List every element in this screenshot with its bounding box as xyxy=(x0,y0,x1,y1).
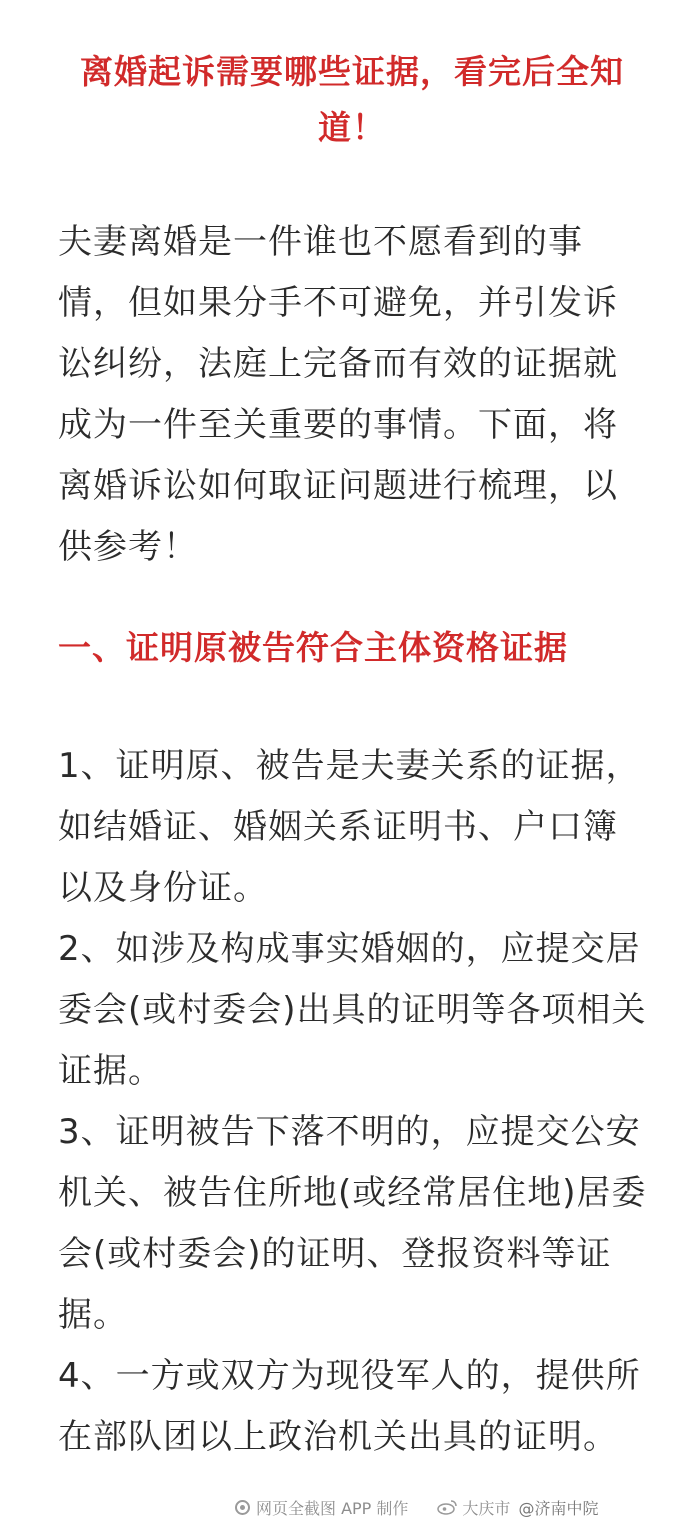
account-handle: @济南中院 xyxy=(518,1498,599,1518)
watermark-label: 网页全截图 APP 制作 xyxy=(256,1498,409,1518)
evidence-list xyxy=(58,736,648,1468)
intro-paragraph: 夫妻离婚是一件谁也不愿看到的事情，但如果分手不可避免，并引发诉讼纠纷，法庭上完备而有效的证据就成为一件至关重要的事情。下面，将离婚诉讼如何取证问题进行梳理，以供参考！ xyxy=(58,222,618,567)
camera-icon xyxy=(235,1500,250,1515)
screenshot-watermark xyxy=(235,1492,598,1522)
article-title: 离婚起诉需要哪些证据，看完后全知道！ xyxy=(80,52,624,147)
evidence-list-item: 4、一方或双方为现役军人的，提供所在部队团以上政治机关出具的证明。 xyxy=(58,1356,641,1457)
evidence-list-item: 3、证明被告下落不明的，应提交公安机关、被告住所地(或经常居住地)居委会(或村委会)的证明、登报资料等证据。 xyxy=(58,1112,647,1335)
weibo-icon xyxy=(436,1499,458,1515)
evidence-list-item: 1、证明原、被告是夫妻关系的证据，如结婚证、婚姻关系证明书、户口簿以及身份证。 xyxy=(58,746,641,908)
section-heading: 一、证明原被告符合主体资格证据 xyxy=(58,628,568,667)
weibo-account-partial: 大庆市 xyxy=(462,1498,511,1518)
evidence-list-item: 2、如涉及构成事实婚姻的，应提交居委会(或村委会)出具的证明等各项相关证据。 xyxy=(58,929,647,1091)
